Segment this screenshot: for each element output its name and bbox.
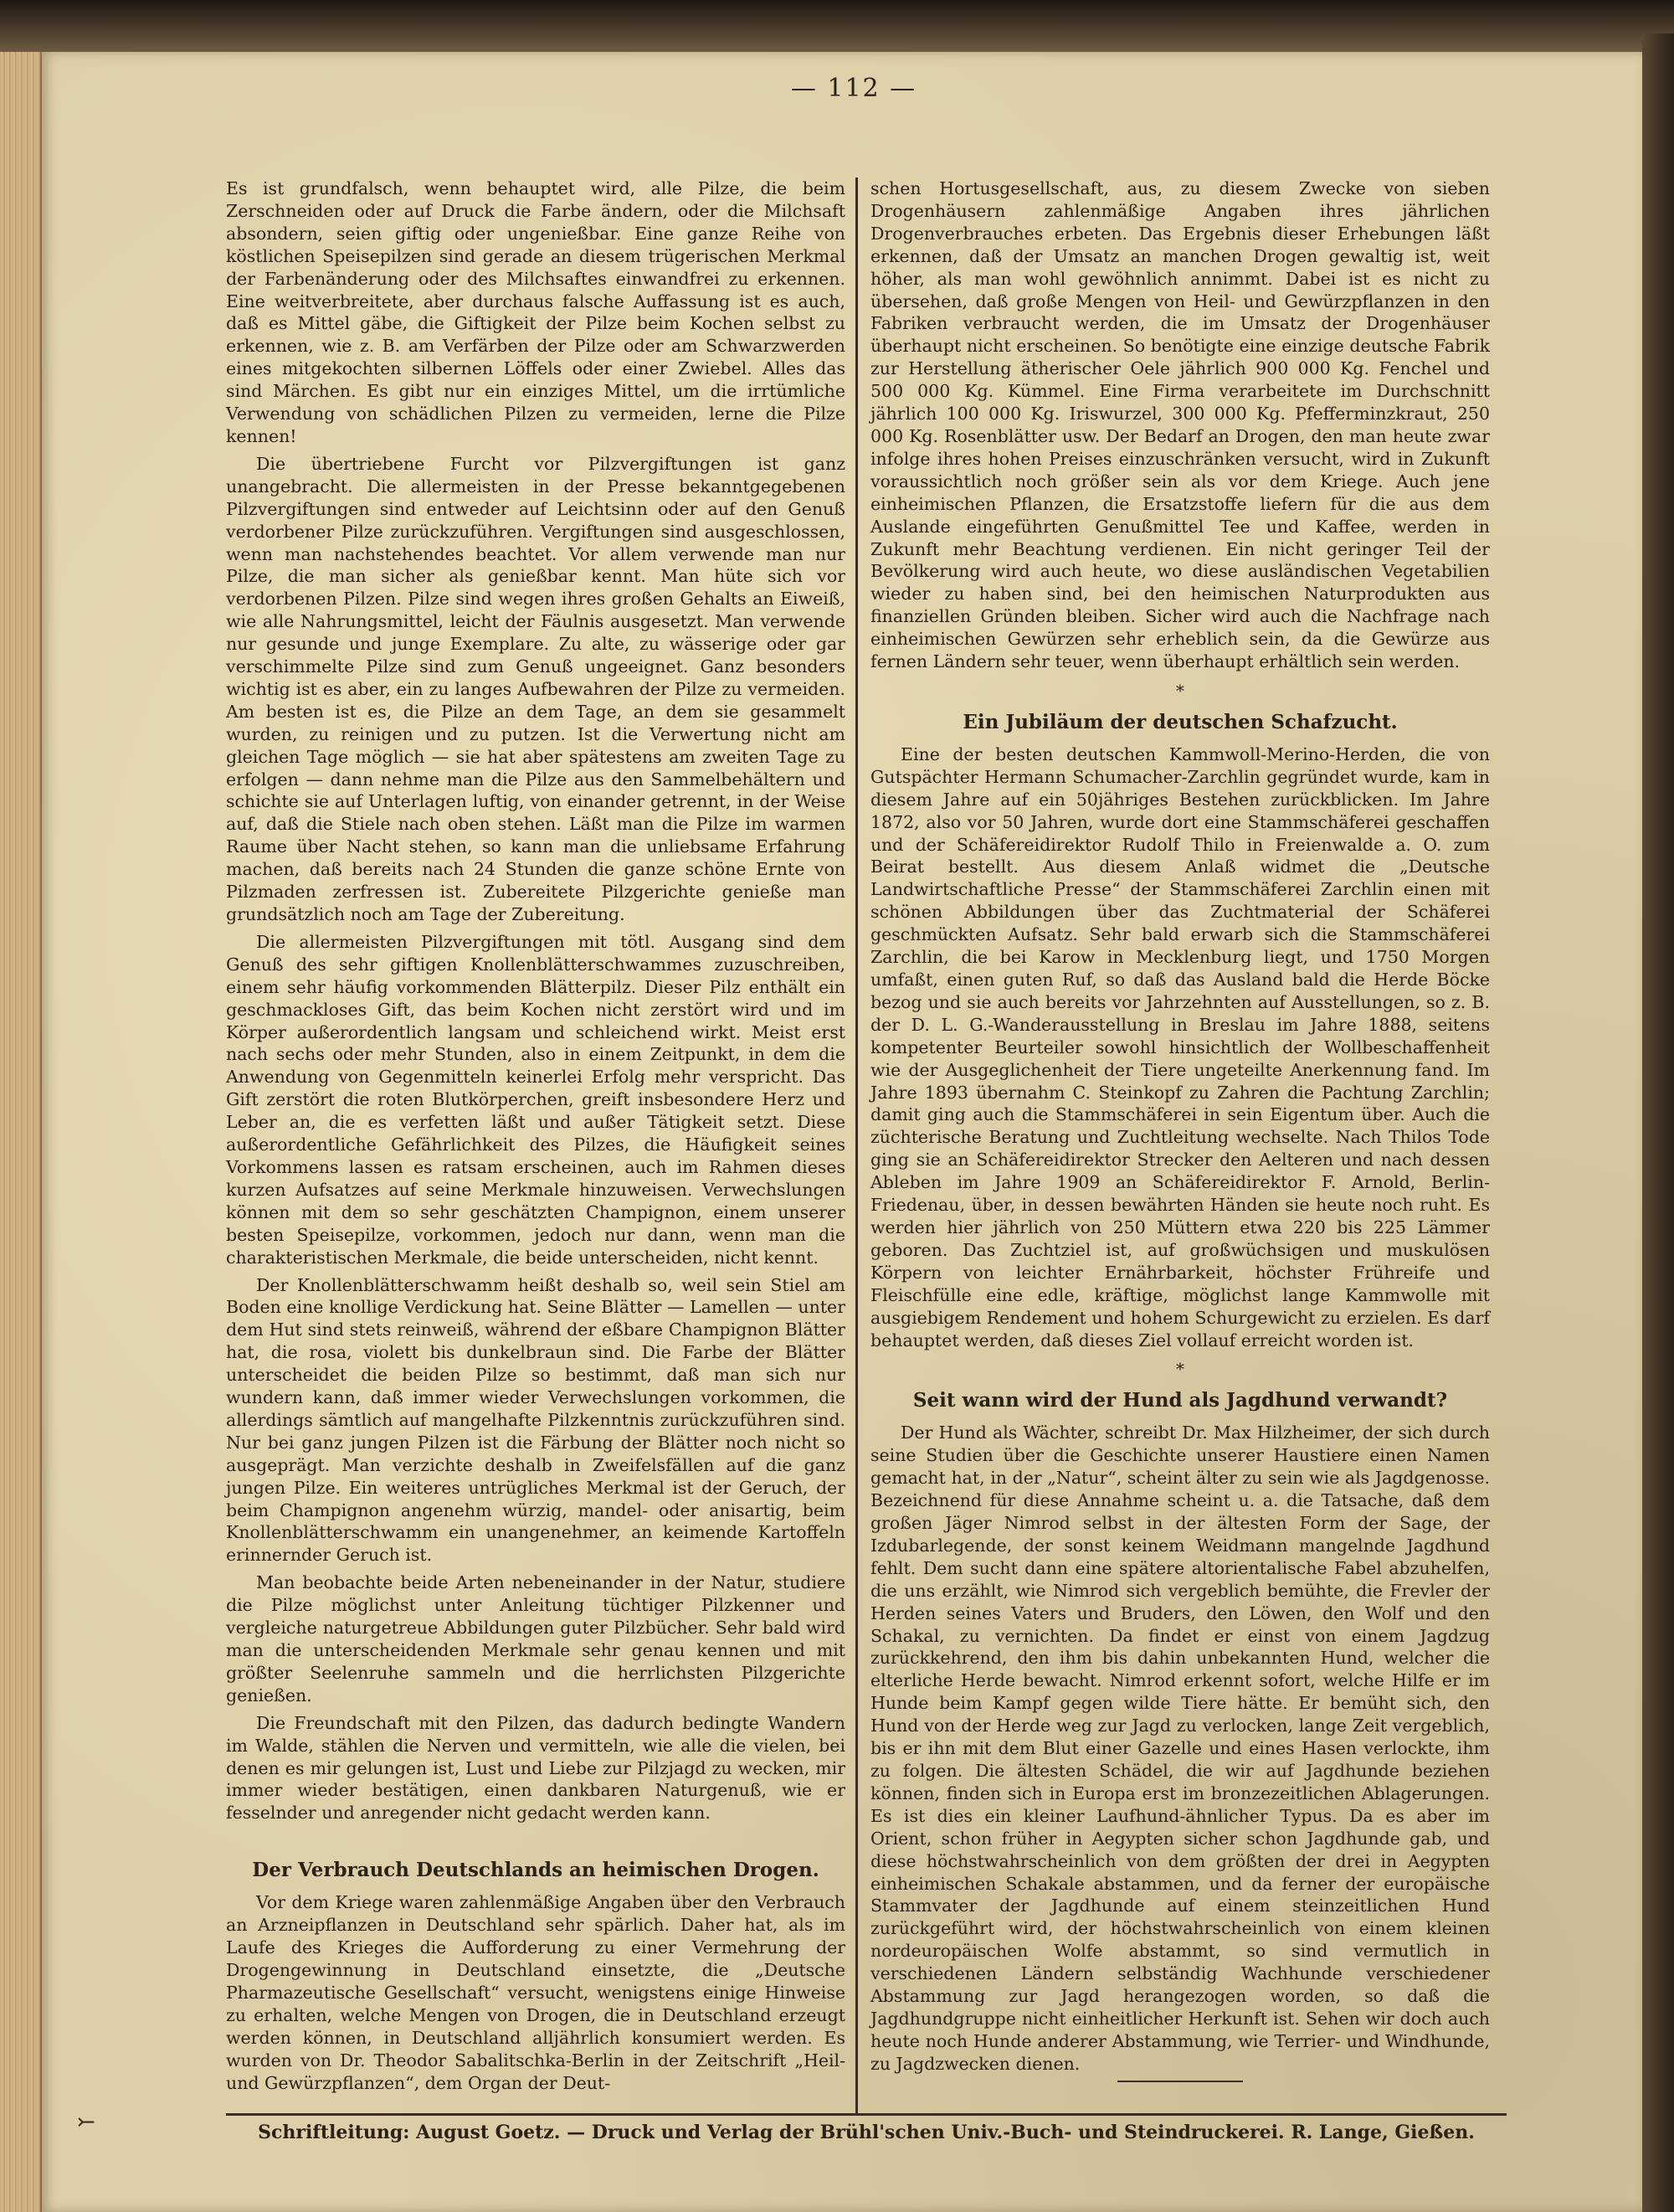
right-column <box>870 177 1490 2082</box>
section-heading-schafzucht: Ein Jubiläum der deutschen Schafzucht. <box>963 710 1398 733</box>
book-page-edges <box>0 52 42 2212</box>
section-separator-star: * <box>1176 1359 1184 1380</box>
article-paragraph: Man beobachte beide Arten nebeneinander in der Natur, studiere die Pilze möglichst unter Anleitung tüchtiger Pilzkenner und vergleiche naturgetreue Abbildungen guter Pilzbücher. Sehr bald wird man die unterscheidenden Merkmale sehr genau kennen und mit größter Seelenruhe sammeln und die herrlichsten Pilzgerichte genießen. <box>226 1572 845 1705</box>
article-paragraph: Der Hund als Wächter, schreibt Dr. Max Hilzheimer, der sich durch seine Studien über die Geschichte unserer Haustiere einen Namen gemacht hat, in der „Natur“, scheint älter zu sein wie als Jagdgenosse. Bezeichnend für diese Annahme scheint u. a. die Tatsache, daß dem großen Jäger Nimrod selbst in der ältesten Form der Sage, der Izdubarlegende, der sonst keinem Weidmann mangelnde Jagdhund fehlt. Dem sucht dann eine spätere altorientalische Fabel abzuhelfen, die uns erzählt, wie Nimrod sich vergeblich bemühte, die Frevler der Herden seines Vaters und Bruders, den Löwen, den Wolf und den Schakal, zu vernichten. Da findet er einst von einem Jagdzug zurückkehrend, den ihm bis dahin unbekannten Hund, welcher die elterliche Herde bewacht. Nimrod erkennt sofort, welche Hilfe er im Hunde beim Kampf gegen wilde Tiere hätte. Er bemüht sich, den Hund von der Herde weg zur Jagd zu verlocken, lange Zeit vergeblich, bis er ihn mit dem Blut einer Gazelle und eines Hasen verlockte, ihm zu folgen. Die ältesten Schädel, die wir auf Jagdhunde beziehen können, finden sich in Europa erst im bronzezeitlichen Ablagerungen. Es ist dies ein kleiner Laufhund-ähnlicher Typus. Da es aber im Orient, schon früher in Aegypten sicher schon Jagdhunde gab, und diese höchstwahrscheinlich von dem größten der drei in Aegypten einheimischen Schakale abstammen, und da ferner der europäische Stammvater der Jagdhunde auf einem steinzeitlichen Hund zurückgeführt wird, der höchstwahrscheinlich von einem kleinen nordeuropäischen Wolfe abstammt, so sind vermutlich in verschiedenen Ländern selbständig Wachhunde verschiedener Abstammung zur Jagd herangezogen worden, so daß die Jagdhundgruppe nicht einheitlicher Herkunft ist. Sehen wir doch auch heute noch Hunde anderer Abstammung, wie Terrier- und Windhunde, zu Jagdzwecken dienen. <box>870 1422 1490 2074</box>
page-number: — 112 — <box>790 74 917 103</box>
article-paragraph: schen Hortusgesellschaft, aus, zu diesem Zwecke von sieben Drogenhäusern zahlenmäßige Angaben ihres jährlichen Drogenverbrauches erbeten. Das Ergebnis dieser Erhebungen läßt erkennen, daß der Umsatz an manchen Drogen gewaltig ist, weit höher, als man wohl gewöhnlich annimmt. Dabei ist es nicht zu übersehen, daß große Mengen von Heil- und Gewürzpflanzen in den Fabriken verbraucht werden, die im Umsatz der Drogenhäuser überhaupt nicht erscheinen. So benötigte eine einzige deutsche Fabrik zur Herstellung ätherischer Oele jährlich 900 000 Kg. Fenchel und 500 000 Kg. Kümmel. Eine Firma verarbeitete im Durchschnitt jährlich 100 000 Kg. Iriswurzel, 300 000 Kg. Pfefferminzkraut, 250 000 Kg. Rosenblätter usw. Der Bedarf an Drogen, den man heute zwar infolge ihres hohen Preises einzuschränken versucht, wird in Zukunft voraussichtlich noch größer sein als vor dem Kriege. Auch jene einheimischen Pflanzen, die Ersatzstoffe liefern für die aus dem Auslande eingeführten Genußmittel Tee und Kaffee, werden in Zukunft mehr Beachtung verdienen. Ein nicht geringer Teil der Bevölkerung wird auch heute, wo diese ausländischen Vegetabilien wieder zu haben sind, bei den heimischen Naturprodukten aus finanziellen Gründen bleiben. Sicher wird auch die Nachfrage nach einheimischen Gewürzen sehr erheblich sein, da die Gewürze aus fernen Ländern sehr teuer, wenn überhaupt erhältlich sein werden. <box>870 178 1490 672</box>
publisher-imprint: Schriftleitung: August Goetz. — Druck und Verlag der Brühl'schen Univ.-Buch- und Steindruckerei. R. Lange, Gießen. <box>258 2122 1475 2143</box>
section-heading-jagdhund: Seit wann wird der Hund als Jagdhund verwandt? <box>912 1389 1448 1412</box>
article-paragraph: Vor dem Kriege waren zahlenmäßige Angaben über den Verbrauch an Arzneipflanzen in Deutschland sehr spärlich. Daher hat, als im Laufe des Krieges die Aufforderung zu einer Vermehrung der Drogengewinnung in Deutschland einsetzte, die „Deutsche Pharmazeutische Gesellschaft“ versucht, wenigstens einige Hinweise zu erhalten, welche Mengen von Drogen, die in Deutschland erzeugt werden können, in Deutschland alljährlich konsumiert werden. Es wurden von Dr. Theodor Sabalitschka-Berlin in der Zeitschrift „Heil- und Gewürzpflanzen“, dem Organ der Deut- <box>226 1892 845 2093</box>
article-paragraph: Die Freundschaft mit den Pilzen, das dadurch bedingte Wandern im Walde, stählen die Nerven und vermitteln, wie alle die vielen, bei denen es mir gelungen ist, Lust und Liebe zur Pilzjagd zu wecken, mir immer wieder bestätigen, einen dankbaren Naturgenuß, wie er fesselnder und anregender nicht gedacht werden kann. <box>226 1712 845 1824</box>
article-paragraph: Es ist grundfalsch, wenn behauptet wird, alle Pilze, die beim Zerschneiden oder auf Druck die Farbe ändern, oder die Milchsaft absondern, seien giftig oder ungenießbar. Eine ganze Reihe von köstlichen Speisepilzen sind gerade an diesem trügerischen Merkmal der Farbenänderung oder des Milchsaftes einwandfrei zu erkennen. Eine weitverbreitete, aber durchaus falsche Auffassung ist es auch, daß es Mittel gäbe, die Giftigkeit der Pilze beim Kochen selbst zu erkennen, wie z. B. am Verfärben der Pilze oder am Schwarzwerden eines mitgekochten silbernen Löffels oder einer Zwiebel. Alles das sind Märchen. Es gibt nur ein einziges Mittel, um die irrtümliche Verwendung von schädlichen Pilzen zu vermeiden, lerne die Pilze kennen! <box>226 178 845 446</box>
column-divider <box>855 177 858 2113</box>
margin-pencil-mark: ⤚ <box>77 2110 95 2135</box>
end-rule <box>1117 2081 1243 2082</box>
section-heading-drogen: Der Verbrauch Deutschlands an heimischen Drogen. <box>252 1859 819 1882</box>
footer-rule <box>226 2113 1507 2116</box>
article-paragraph: Die allermeisten Pilzvergiftungen mit tötl. Ausgang sind dem Genuß des sehr giftigen Knollenblätterschwammes zuzuschreiben, einem sehr häufig vorkommenden Blätterpilz. Dieser Pilz enthält ein geschmackloses Gift, das beim Kochen nicht zerstört wird und im Körper außerordentlich langsam und schleichend wirkt. Meist erst nach sechs oder mehr Stunden, also in einem Zeitpunkt, in dem die Anwendung von Gegenmitteln keinerlei Erfolg mehr verspricht. Das Gift zerstört die roten Blutkörperchen, greift insbesondere Herz und Leber an, die es verfetten läßt und außer Tätigkeit setzt. Diese außerordentliche Gefährlichkeit des Pilzes, die Häufigkeit seines Vorkommens lassen es ratsam erscheinen, auch im Rahmen dieses kurzen Aufsatzes auf seine Merkmale hinzuweisen. Verwechslungen können mit dem so sehr geschätzten Champignon, einem unserer besten Speisepilze, vorkommen, jedoch nur dann, wenn man die charakteristischen Merkmale, die beide unterscheiden, nicht kennt. <box>226 931 845 1268</box>
section-separator-star: * <box>1176 680 1184 701</box>
left-column <box>226 177 845 2099</box>
right-cover-edge <box>1642 33 1674 2212</box>
article-paragraph: Die übertriebene Furcht vor Pilzvergiftungen ist ganz unangebracht. Die allermeisten in der Presse bekanntgegebenen Pilzvergiftungen sind entweder auf Leichtsinn oder auf den Genuß verdorbener Pilze zurückzuführen. Vergiftungen sind ausgeschlossen, wenn man nachstehendes beachtet. Vor allem verwende man nur Pilze, die man sicher als genießbar kennt. Man hüte sich vor verdorbenen Pilzen. Pilze sind wegen ihres großen Gehalts an Eiweiß, wie alle Nahrungsmittel, leicht der Fäulnis ausgesetzt. Man verwende nur gesunde und junge Exemplare. Zu alte, zu wässerige oder gar verschimmelte Pilze sind zum Genuß ungeeignet. Ganz besonders wichtig ist es aber, ein zu langes Aufbewahren der Pilze zu vermeiden. Am besten ist es, die Pilze an dem Tage, an dem sie gesammelt wurden, zu reinigen und zu putzen. Ist die Verwertung nicht am gleichen Tage möglich — sie hat aber spätestens am zweiten Tage zu erfolgen — dann nehme man die Pilze aus den Sammelbehältern und schichte sie auf Unterlagen luftig, von einander getrennt, in der Weise auf, daß die Stiele nach oben stehen. Läßt man die Pilze im warmen Raume über Nacht stehen, so kann man die unliebsame Erfahrung machen, daß bereits nach 24 Stunden die ganze schöne Ernte von Pilzmaden zerfressen ist. Zubereitete Pilzgerichte genieße man grundsätzlich noch am Tage der Zubereitung. <box>226 453 845 924</box>
article-paragraph: Der Knollenblätterschwamm heißt deshalb so, weil sein Stiel am Boden eine knollige Verdickung hat. Seine Blätter — Lamellen — unter dem Hut sind stets reinweiß, während der eßbare Champignon Blätter hat, die rosa, violett bis dunkelbraun sind. Die Farbe der Blätter unterscheidet die beiden Pilze so bestimmt, daß man sich nur wundern kann, daß immer wieder Verwechslungen vorkommen, die allerdings sämtlich auf mangelhafte Pilzkenntnis zurückzuführen sind. Nur bei ganz jungen Pilzen ist die Färbung der Blätter noch nicht so ausgeprägt. Man verzichte deshalb in Zweifelsfällen auf die ganz jungen Pilze. Ein weiteres untrügliches Merkmal ist der Geruch, der beim Champignon angenehm würzig, mandel- oder anisartig, beim Knollenblätterschwamm ein unangenehmer, an keimende Kartoffeln erinnernder Geruch ist. <box>226 1274 845 1566</box>
article-paragraph: Eine der besten deutschen Kammwoll-Merino-Herden, die von Gutspächter Hermann Schumacher-Zarchlin gegründet wurde, kam in diesem Jahre auf ein 50jähriges Bestehen zurückblicken. Im Jahre 1872, also vor 50 Jahren, wurde dort eine Stammschäferei geschaffen und der Schäfereidirektor Rudolf Thilo in Freienwalde a. O. zum Beirat bestellt. Aus diesem Anlaß widmet die „Deutsche Landwirtschaftliche Presse“ der Stammschäferei Zarchlin einen mit schönen Abbildungen über das Zuchtmaterial der Schäferei geschmückten Aufsatz. Sehr bald erwarb sich die Stammschäferei Zarchlin, die bei Karow in Mecklenburg liegt, und 1750 Morgen umfaßt, einen guten Ruf, so daß das Ausland bald die Herde Böcke bezog und sie auch bereits vor Jahrzehnten auf Ausstellungen, so z. B. der D. L. G.-Wanderausstellung in Breslau im Jahre 1888, seitens kompetenter Beurteiler sowohl hinsichtlich der Wollbeschaffenheit wie der Ausgeglichenheit der Tiere ungeteilte Anerkennung fand. Im Jahre 1893 übernahm C. Steinkopf zu Zahren die Pachtung Zarchlin; damit ging auch die Stammschäferei in sein Eigentum über. Auch die züchterische Beratung und Zuchtleitung wechselte. Nach Thilos Tode ging sie an Schäfereidirektor Strecker den Aelteren und nach dessen Ableben im Jahre 1909 an Schäfereidirektor F. Arnold, Berlin-Friedenau, über, in dessen bewährten Händen sie heute noch ruht. Es werden hier jährlich von 250 Müttern etwa 220 bis 225 Lämmer geboren. Das Zuchtziel ist, auf großwüchsigen und muskulösen Körpern von leichter Ernährbarkeit, höchster Frühreife und Fleischfülle eine edle, kräftige, möglichst lange Kammwolle mit ausgiebigem Rendement und hohem Schurgewicht zu erzielen. Es darf behauptet werden, daß dieses Ziel vollauf erreicht worden ist. <box>870 743 1490 1350</box>
top-binding-strip <box>0 0 1674 52</box>
